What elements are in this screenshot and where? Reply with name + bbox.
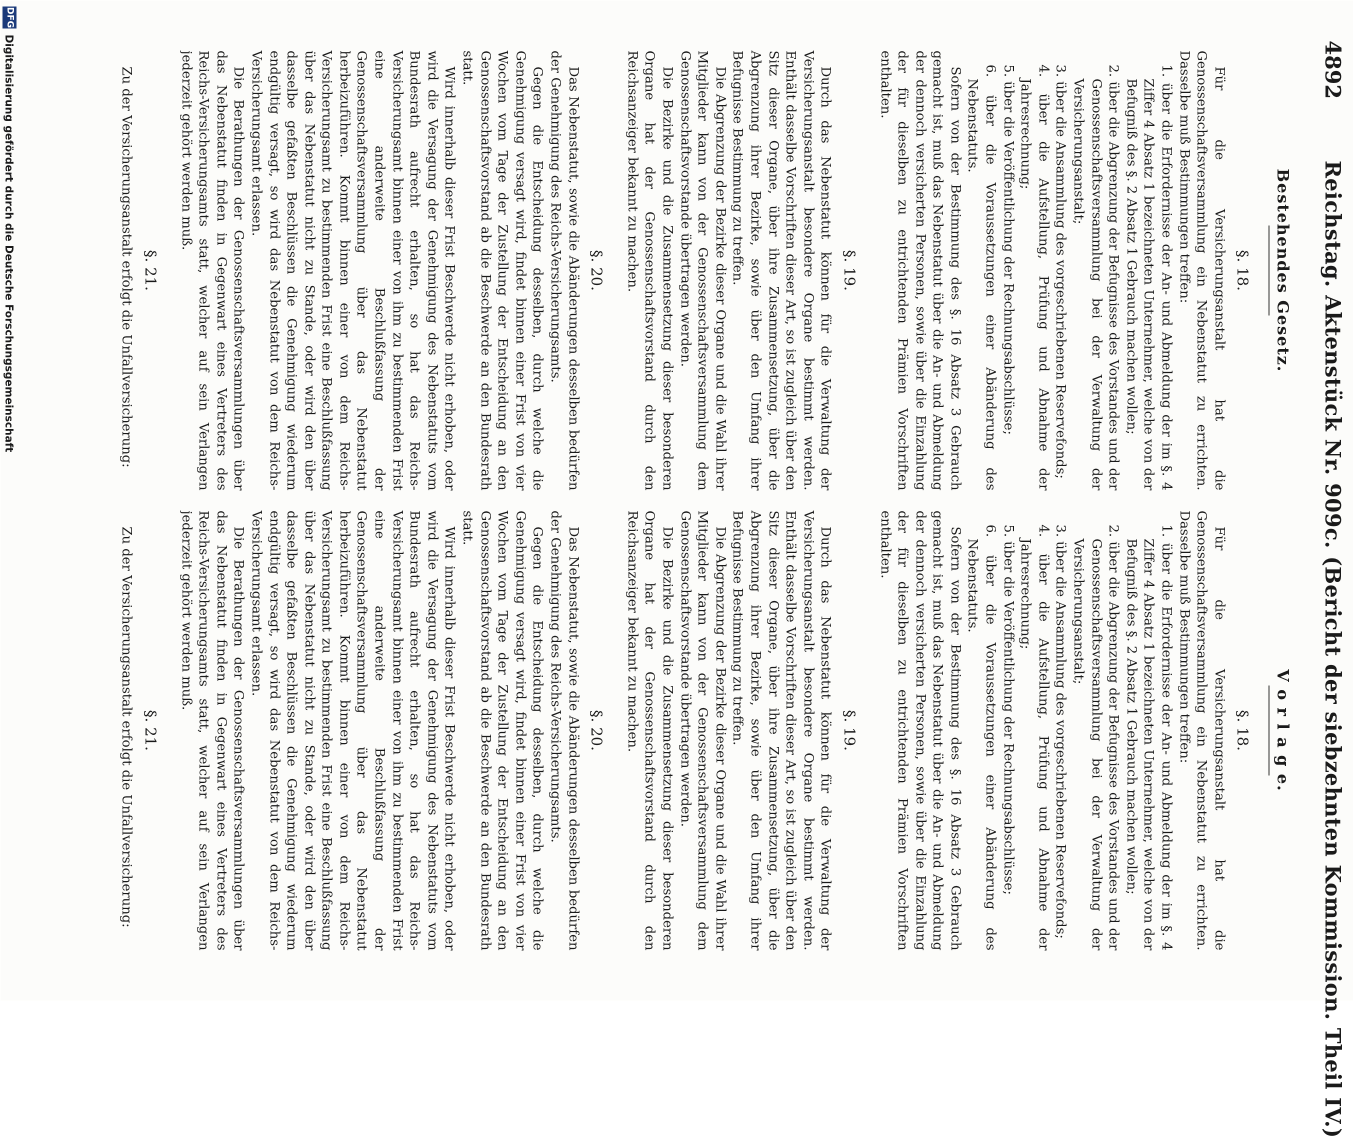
running-title: Reichstag. Aktenstück Nr. 909c. (Bericht der siebzehnten Kommission. Theil IV.) [1320,160,1345,1138]
section-heading: §. 20. [587,709,606,751]
paragraph: Wird innerhalb dieser Frist Beschwerde nicht erhoben, oder wird die Versagung der Genehmigung des Nebenstatuts vom Bundesrath aufrecht erhalten, so hat das Reichs-Versicherungsamt binnen einer von ihm zu bestimmenden Frist eine anderweite Beschlußfassung der Genossenschaftsversammlung über das Nebenstatut herbeizuführen. Kommt binnen einer von dem Reichs-Versicherungsamt zu bestimmenden Frist eine Beschlußfassung über das Nebenstatut nicht zu Stande, oder wird den über dasselbe gefaßten Beschlüssen die Genehmigung wiederum endgültig versagt, so wird das Nebenstatut von dem Reichs-Versicherungsamt erlassen. [247,510,457,950]
title-rule [1268,225,1269,315]
section-heading: §. 20. [587,249,606,291]
paragraph: Die Bezirke und die Zusammensetzung dieser besonderen Organe hat der Genossenschaftsvorstand durch den Reichsanzeiger bekannt zu machen. [623,50,674,490]
list-item: 3. über die Ansammlung des vorgeschriebenen Reservefonds; [1052,524,1068,939]
column-existing-law [49,50,1309,490]
paragraph: Zu der Versicherungsanstalt erfolgt die Unfallversicherung: [118,526,134,928]
list-item: 4. über die Aufstellung, Prüfung und Abnahme der Jahresrechnung; [1017,64,1050,490]
list-item: 2. über die Abgrenzung der Befugnisse des Vorstandes und der Genossenschaftsversammlung bei der Verwaltung der Versicherungsanstalt; [1070,64,1121,490]
footer-text: Digitalisierung gefördert durch die Deutsche Forschungsgemeinschaft [2,34,14,452]
list-item: 6. über die Voraussetzungen einer Abänderung des Nebenstatuts. [964,524,998,950]
section-heading: §. 18. [1233,249,1252,291]
section-heading: §. 19. [839,249,858,291]
paragraph: Die Bezirke und die Zusammensetzung dieser besonderen Organe hat der Genossenschaftsvorstand durch den Reichsanzeiger bekannt zu machen. [623,510,674,950]
list-item: 4. über die Aufstellung, Prüfung und Abnahme der Jahresrechnung; [1017,524,1050,950]
section-heading: §. 19. [839,709,858,751]
section-heading: §. 18. [1233,709,1252,751]
column-title: V o r l a g e. [1273,668,1292,792]
paragraph: Die Berathungen der Genossenschaftsversammlungen über das Nebenstatut finden in Gegenwart eines Vertreters des Reichs-Versicherungsamts statt, welcher auf sein Verlangen jederzeit gehört werden muß. [177,510,246,950]
paragraph: Das Nebenstatut, sowie die Abänderungen desselben bedürfen der Genehmigung des Reichs-Versicherungsamts. [547,50,580,490]
list-item: 1. über die Erfordernisse der An- und Abmeldung der im §. 4 Ziffer 4 Absatz 1 bezeichneten Unternehmer, welche von der Befugniß des §. 2 Absatz 1 Gebrauch machen wollen; [1122,64,1174,490]
paragraph: Gegen die Entscheidung desselben, durch welche die Genehmigung versagt wird, findet binnen einer Frist von vier Wochen vom Tage der Zustellung der Entscheidung an den Genossenschaftsvorstand ab die Beschwerde an den Bundesrath statt. [459,510,545,950]
dfg-logo-icon: DFG [4,6,14,28]
list-item: 1. über die Erfordernisse der An- und Abmeldung der im §. 4 Ziffer 4 Absatz 1 bezeichneten Unternehmer, welche von der Befugniß des §. 2 Absatz 1 Gebrauch machen wollen; [1122,524,1174,950]
section-heading: §. 21. [140,249,159,291]
page-header [1317,40,1345,1138]
list-item: 5. über die Veröffentlichung der Rechnungsabschlüsse; [999,64,1015,435]
paragraph: Gegen die Entscheidung desselben, durch welche die Genehmigung versagt wird, findet binnen einer Frist von vier Wochen vom Tage der Zustellung der Entscheidung an den Genossenschaftsvorstand ab die Beschwerde an den Bundesrath statt. [459,50,545,490]
list-item: 5. über die Veröffentlichung der Rechnungsabschlüsse; [999,524,1015,895]
title-rule [1268,685,1269,775]
paragraph: Durch das Nebenstatut können für die Verwaltung der Versicherungsanstalt besondere Organe bestimmt werden. Enthält dasselbe Vorschriften dieser Art, so ist zugleich über den Sitz dieser Organe, über ihre Zusammensetzung, über die Abgrenzung ihrer Bezirke, sowie über den Umfang ihrer Befugnisse Bestimmung zu treffen. [729,510,833,950]
paragraph: Für die Versicherungsanstalt hat die Genossenschaftsversammlung ein Nebenstatut zu errichten. Dasselbe muß Bestimmungen treffen: [1175,50,1226,490]
list-item: 3. über die Ansammlung des vorgeschriebenen Reservefonds; [1052,64,1068,479]
paragraph: Sofern von der Bestimmung des §. 16 Absatz 3 Gebrauch gemacht ist, muß das Nebenstatut über die An- und Abmeldung der dennoch versicherten Personen, sowie über die Einzahlung der für dieselben zu entrichtenden Prämien Vorschriften enthalten. [876,510,962,950]
column-proposal [49,510,1309,950]
page-number: 4892 [1320,40,1345,99]
paragraph: Das Nebenstatut, sowie die Abänderungen desselben bedürfen der Genehmigung des Reichs-Versicherungsamts. [547,510,580,950]
list-item: 2. über die Abgrenzung der Befugnisse des Vorstandes und der Genossenschaftsversammlung bei der Verwaltung der Versicherungsanstalt; [1070,524,1121,950]
digitization-footer [2,0,18,1000]
paragraph: Die Berathungen der Genossenschaftsversammlungen über das Nebenstatut finden in Gegenwart eines Vertreters des Reichs-Versicherungsamts statt, welcher auf sein Verlangen jederzeit gehört werden muß. [177,50,246,490]
paragraph: Die Abgrenzung der Bezirke dieser Organe und die Wahl ihrer Mitglieder kann von der Genossenschaftsversammlung dem Genossenschaftsvorstande übertragen werden. [676,50,727,490]
section-heading: §. 21. [140,709,159,751]
paragraph: Durch das Nebenstatut können für die Verwaltung der Versicherungsanstalt besondere Organe bestimmt werden. Enthält dasselbe Vorschriften dieser Art, so ist zugleich über den Sitz dieser Organe, über ihre Zusammensetzung, über die Abgrenzung ihrer Bezirke, sowie über den Umfang ihrer Befugnisse Bestimmung zu treffen. [729,50,833,490]
paragraph: Zu der Versicherungsanstalt erfolgt die Unfallversicherung: [118,66,134,468]
paragraph: Sofern von der Bestimmung des §. 16 Absatz 3 Gebrauch gemacht ist, muß das Nebenstatut über die An- und Abmeldung der dennoch versicherten Personen, sowie über die Einzahlung der für dieselben zu entrichtenden Prämien Vorschriften enthalten. [876,50,962,490]
column-title: Bestehendes Gesetz. [1273,168,1292,372]
list-item: 6. über die Voraussetzungen einer Abänderung des Nebenstatuts. [964,64,998,490]
paragraph: Wird innerhalb dieser Frist Beschwerde nicht erhoben, oder wird die Versagung der Genehmigung des Nebenstatuts vom Bundesrath aufrecht erhalten, so hat das Reichs-Versicherungsamt binnen einer von ihm zu bestimmenden Frist eine anderweite Beschlußfassung der Genossenschaftsversammlung über das Nebenstatut herbeizuführen. Kommt binnen einer von dem Reichs-Versicherungsamt zu bestimmenden Frist eine Beschlußfassung über das Nebenstatut nicht zu Stande, oder wird den über dasselbe gefaßten Beschlüssen die Genehmigung wiederum endgültig versagt, so wird das Nebenstatut von dem Reichs-Versicherungsamt erlassen. [247,50,457,490]
paragraph: Für die Versicherungsanstalt hat die Genossenschaftsversammlung ein Nebenstatut zu errichten. Dasselbe muß Bestimmungen treffen: [1175,510,1226,950]
paragraph: Die Abgrenzung der Bezirke dieser Organe und die Wahl ihrer Mitglieder kann von der Genossenschaftsversammlung dem Genossenschaftsvorstande übertragen werden. [676,510,727,950]
